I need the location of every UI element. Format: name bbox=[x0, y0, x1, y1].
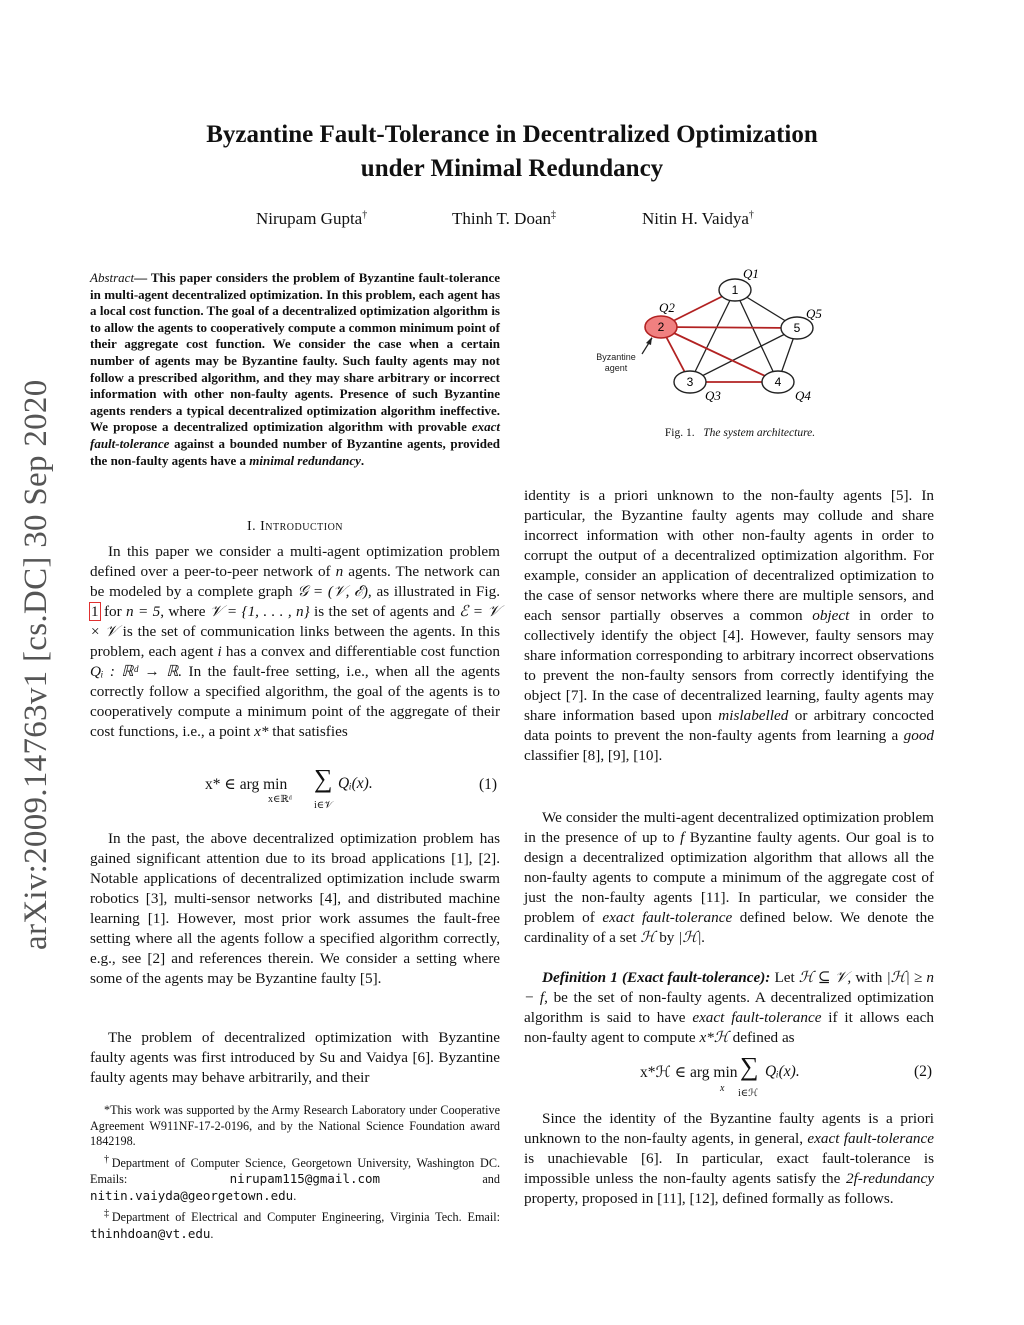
equation-1-argmin-sub: x∈ℝᵈ bbox=[268, 794, 292, 805]
node-5-label: 5 bbox=[793, 321, 801, 335]
edge-2-5 bbox=[661, 327, 797, 328]
footnote-georgetown: †Department of Computer Science, Georgetown University, Washington DC. Emails: nirupam115@gmail.com and nitin.vaiyda@georgetown.edu. bbox=[90, 1153, 500, 1203]
author-3: Nitin H. Vaidya† bbox=[642, 209, 754, 228]
title-line-1: Byzantine Fault-Tolerance in Decentralized Optimization bbox=[206, 121, 818, 148]
figure-caption: Fig. 1. The system architecture. bbox=[664, 427, 816, 439]
arxiv-stamp bbox=[18, 350, 58, 950]
intro-paragraph-2: In the past, the above decentralized optimization problem has gained significant attention due to its broad applications [1], [2]. Notable applications of decentralized optimization include swarm robotics [3], multi-sensor networks [4], and distributed machine learning [1]. However, most prior work assumes the fault-free setting where all the agents follow a specified algorithm correctly, e.g., see [2] and references therein. We consider a setting where some of the agents may be Byzantine faulty [5]. bbox=[90, 830, 500, 987]
node-1-label: 1 bbox=[731, 283, 739, 297]
email-link-2[interactable]: nitin.vaiyda@georgetown.edu bbox=[90, 1187, 294, 1203]
figure-ref-link[interactable]: 1 bbox=[91, 603, 99, 620]
right-paragraph-3: Since the identity of the Byzantine faulty agents is a priori unknown to the non-faulty agents, in general, exact fault-tolerance is unachievable [6]. In particular, exact fault-tolerance is impossible unless the non-faulty agents satisfy the 2f-redundancy property, proposed in [11], [12], defined formally as follows. bbox=[524, 1110, 934, 1207]
abstract: Abstract— This paper considers the problem of Byzantine fault-tolerance in multi-agent decentralized optimization. In this problem, each agent has a local cost function. The goal of a decentralized optimization algorithm is to allow the agents to cooperatively compute a common minimum point of their aggregate cost function. We consider the case when a certain number of agents may be Byzantine faulty. Such faulty agents may not follow a prescribed algorithm, and they may share arbitrary or incorrect information with other non-faulty agents. Presence of such Byzantine agents renders a typical decentralized optimization algorithm ineffective. We propose a decentralized optimization algorithm with provable exact fault-tolerance against a bounded number of Byzantine agents, provided the non-faulty agents have a minimal redundancy. bbox=[90, 270, 500, 468]
equation-2-sum: ∑ bbox=[740, 1052, 759, 1081]
q4-label: Q4 bbox=[795, 388, 811, 403]
node-2-label: 2 bbox=[657, 320, 665, 334]
email-link-3[interactable]: thinhdoan@vt.edu bbox=[90, 1225, 211, 1241]
edge-1-3 bbox=[690, 290, 735, 382]
email-link-1[interactable]: nirupam115@gmail.com bbox=[229, 1171, 381, 1187]
author-1: Nirupam Gupta† bbox=[256, 209, 368, 228]
intro-paragraph-3: The problem of decentralized optimization with Byzantine faulty agents was first introduced by Su and Vaidya [6]. Byzantine faulty agents may behave arbitrarily, and their bbox=[90, 1029, 500, 1086]
equation-2-argmin-sub: x bbox=[720, 1083, 725, 1094]
equation-1-sum-sub: i∈𝒱 bbox=[314, 800, 333, 811]
equation-1-rhs: Qᵢ(x). bbox=[338, 775, 373, 792]
right-paragraph-2: We consider the multi-agent decentralized optimization problem in the presence of up to f Byzantine faulty agents. Our goal is to design a decentralized optimization algorithm that allows all the non-faulty agents to compute a minimum of the aggregate cost of just the non-faulty agents [11]. In particular, we consider the problem of exact fault-tolerance defined below. We denote the cardinality of a set ℋ by |ℋ|. bbox=[524, 809, 935, 946]
q2-label: Q2 bbox=[659, 300, 675, 315]
equation-2: x*ℋ ∈ arg min bbox=[640, 1064, 738, 1081]
equation-1-number: (1) bbox=[479, 776, 498, 793]
arxiv-id[interactable]: arXiv:2009.14763v1 [cs.DC] 30 Sep 2020 bbox=[18, 379, 54, 950]
equation-2-rhs: Qᵢ(x). bbox=[765, 1063, 800, 1080]
footnotes bbox=[90, 1103, 500, 1244]
paper-title bbox=[0, 118, 1024, 186]
equation-1: x* ∈ arg min bbox=[205, 776, 288, 793]
q1-label: Q1 bbox=[743, 266, 759, 281]
byzantine-label-line2: agent bbox=[604, 363, 628, 373]
definition-1: Definition 1 (Exact fault-tolerance): Let ℋ ⊆ 𝒱, with |ℋ| ≥ n − f, be the set of non-faulty agents. A decentralized optimization algorithm is said to have exact fault-tolerance if it allows each non-faulty agent to compute x*ℋ defined as bbox=[524, 969, 935, 1046]
right-paragraph-1: identity is a priori unknown to the non-faulty agents [5]. In particular, the Byzantine faulty agents may collude and share incorrect information with other non-faulty agents in order to corrupt the output of a decentralized optimization algorithm. For example, consider an application of decentralized optimization to the case of sensor networks where there are multiple sensors, and each sensor partially observes a common object in order to collectively identify the object [4]. However, faulty sensors may share information corresponding to arbitrary incorrect observations to prevent the non-faulty sensors from correctly identifying the object [7]. In the case of decentralized learning, faulty agents may share information based upon mislabelled or arbitrary concocted data points to prevent the non-faulty agents from learning a good classifier [8], [9], [10]. bbox=[524, 487, 935, 764]
abstract-lead: Abstract bbox=[90, 270, 135, 285]
q3-label: Q3 bbox=[705, 388, 721, 403]
node-3-label: 3 bbox=[686, 375, 694, 389]
title-line-2: under Minimal Redundancy bbox=[360, 155, 664, 182]
equation-2-number: (2) bbox=[914, 1063, 933, 1080]
byzantine-label-line1: Byzantine bbox=[596, 352, 636, 362]
author-2: Thinh T. Doan‡ bbox=[452, 209, 556, 228]
footnote-virginia: ‡Department of Electrical and Computer Engineering, Virginia Tech. Email: thinhdoan@vt.edu. bbox=[90, 1208, 500, 1241]
footnote-funding: *This work was supported by the Army Research Laboratory under Cooperative Agreement W911NF-17-2-0196, and by the National Science Foundation award 1842198. bbox=[90, 1103, 500, 1148]
system-architecture-figure bbox=[580, 262, 840, 412]
node-4-label: 4 bbox=[774, 375, 782, 389]
intro-paragraph-1: In this paper we consider a multi-agent optimization problem defined over a peer-to-peer network of n agents. The network can be modeled by a complete graph 𝒢 = (𝒱, ℰ), as illustrated in Fig. 1 for n = 5, where 𝒱 = {1, . . . , n} is the set of agents and ℰ = 𝒱 × 𝒱 is the set of communication links between the agents. In this problem, each agent i has a convex and differentiable cost function Qᵢ : ℝᵈ → ℝ. In the fault-free setting, i.e., when all the agents correctly follow a specified algorithm, the goal of the agents is to cooperatively compute a minimum point of the aggregate of their cost functions, i.e., a point x* that satisfies bbox=[90, 543, 501, 740]
equation-2-sum-sub: i∈ℋ bbox=[738, 1088, 759, 1099]
equation-1-sum: ∑ bbox=[314, 764, 333, 793]
q5-label: Q5 bbox=[806, 306, 822, 321]
section-heading-introduction: I. Introduction bbox=[246, 519, 344, 534]
byzantine-arrowhead bbox=[646, 337, 652, 345]
